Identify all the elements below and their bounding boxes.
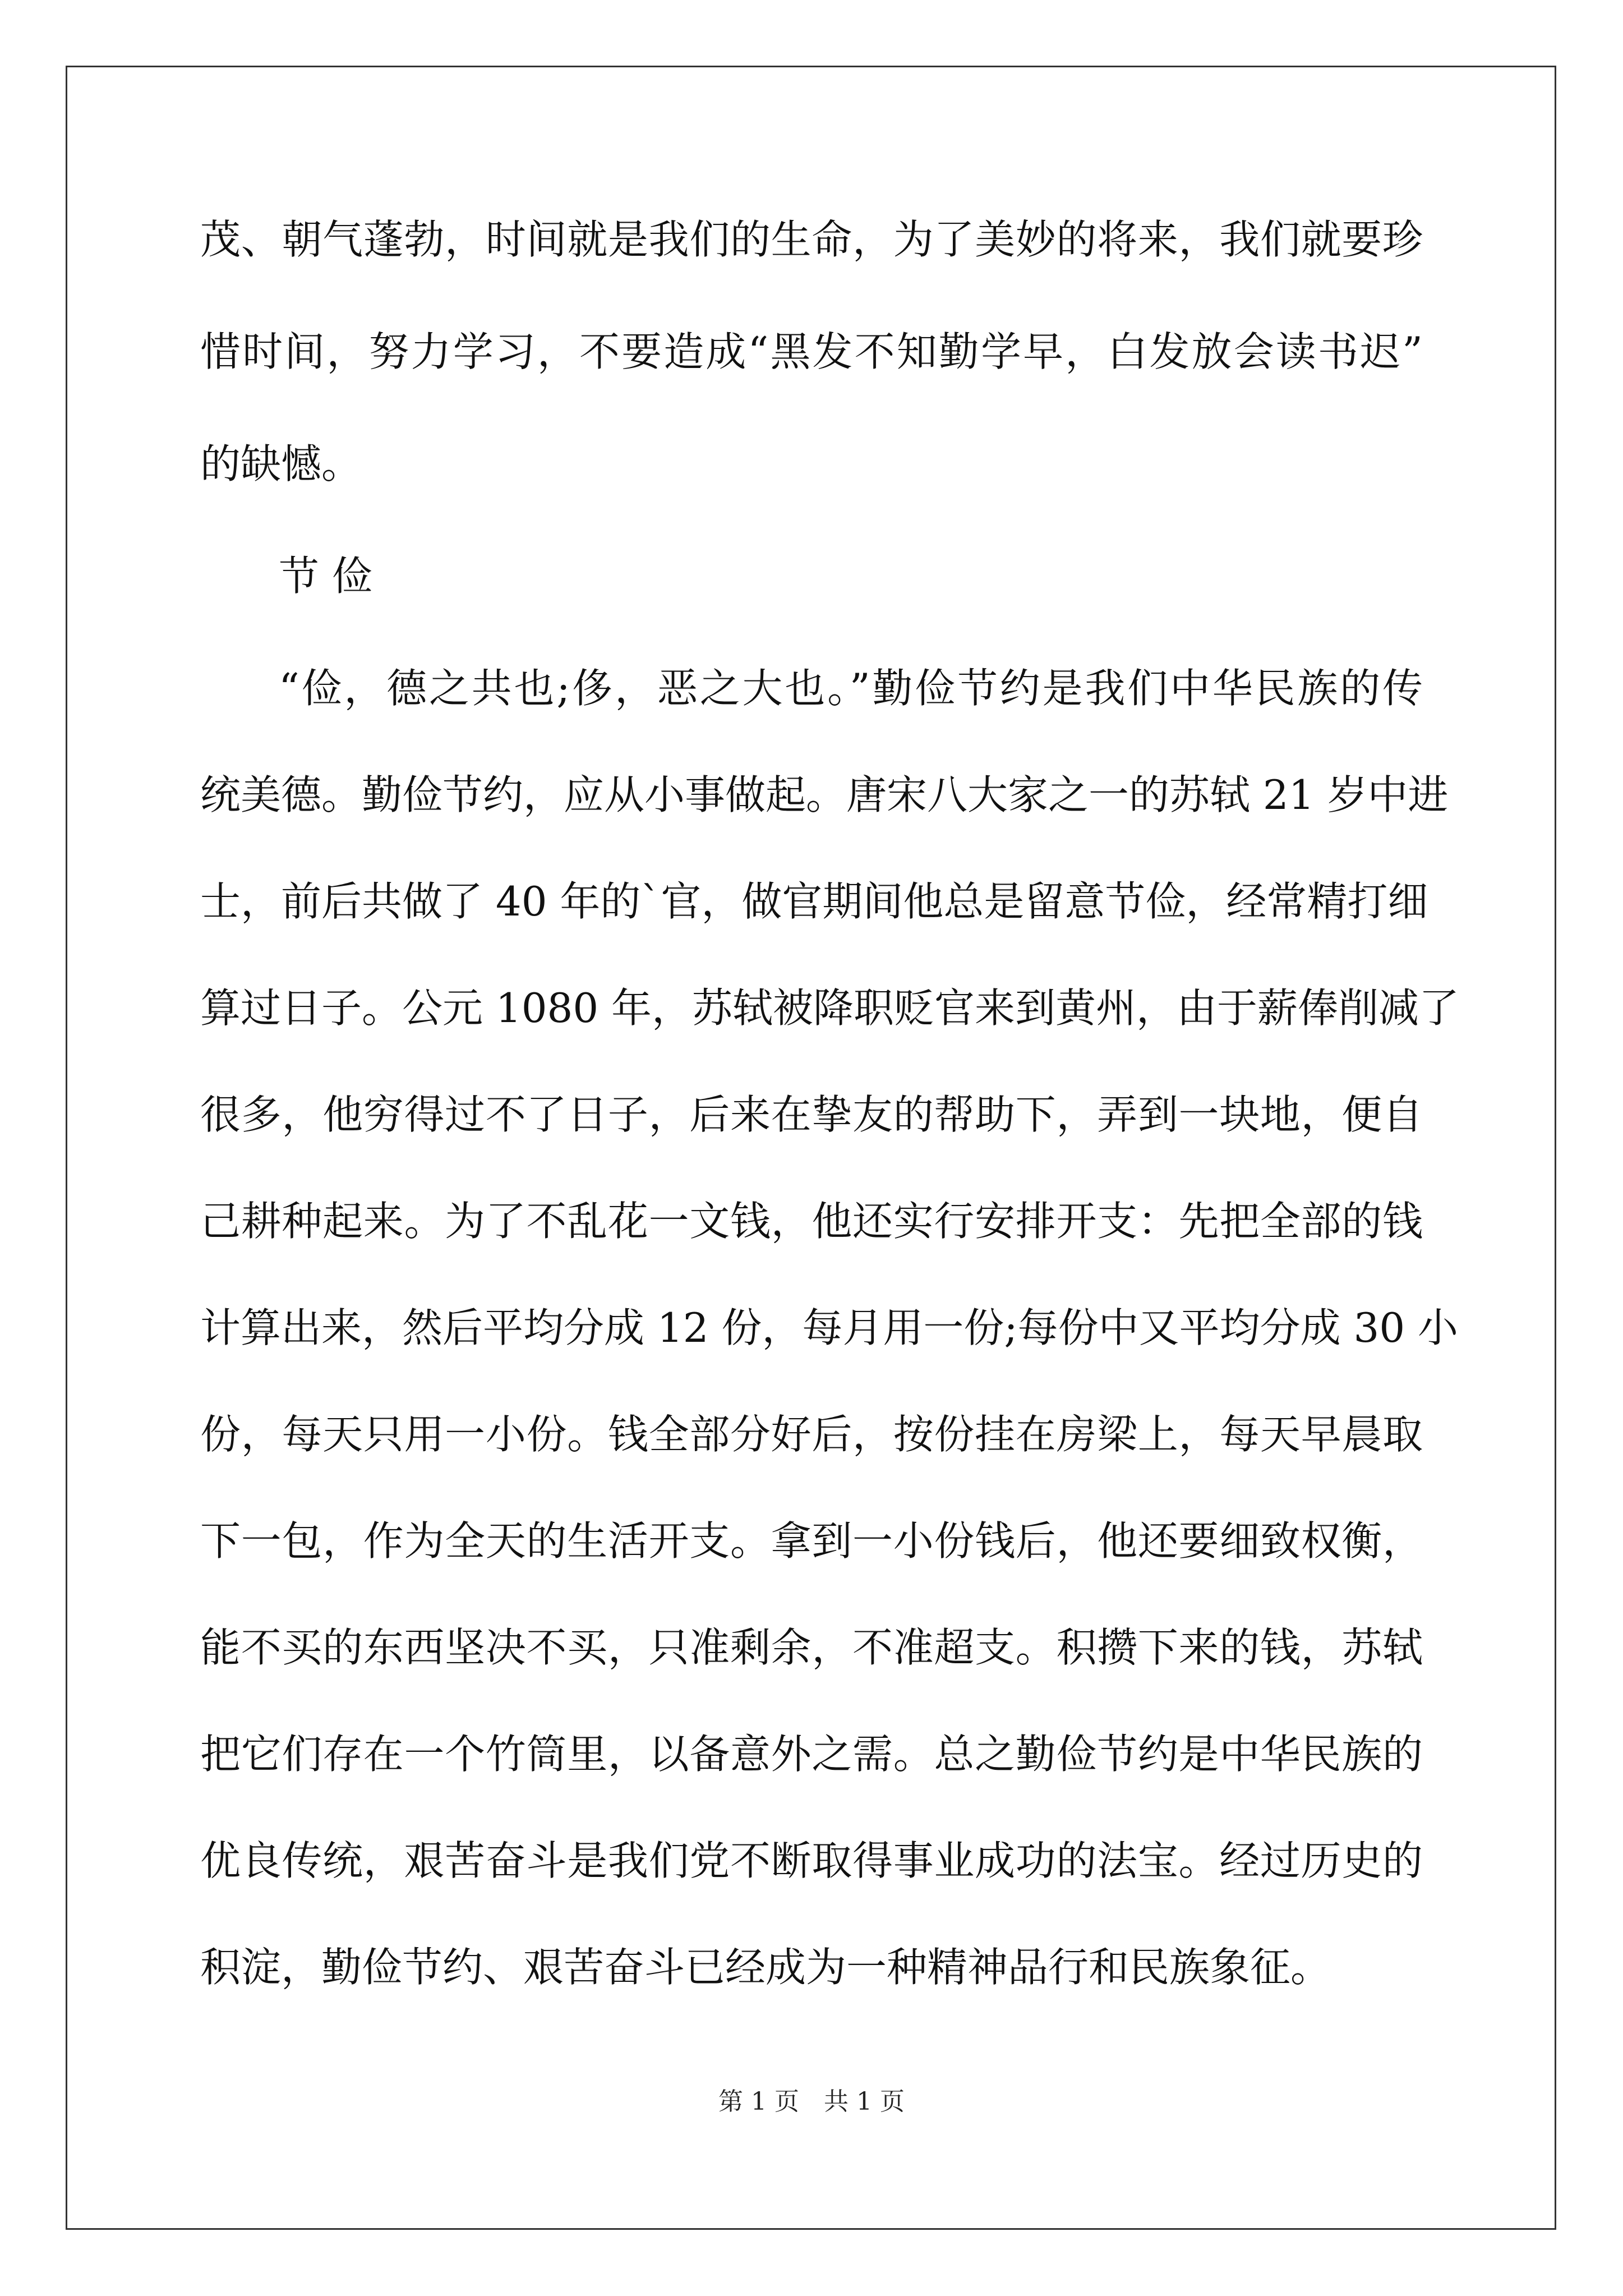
text-line-8: 算过日子。公元 1080 年，苏轼被降职贬官来到黄州，由于薪俸削减了	[200, 984, 1460, 1032]
page-number-footer: 第 1 页 共 1 页	[718, 2087, 905, 2116]
text-line-5: “俭，德之共也;侈，恶之大也。”勤俭节约是我们中华民族的传	[279, 665, 1423, 712]
text-line-3: 的缺憾。	[200, 440, 362, 487]
text-line-10: 己耕种起来。为了不乱花一文钱，他还实行安排开支：先把全部的钱	[200, 1198, 1423, 1245]
text-line-1: 茂、朝气蓬勃，时间就是我们的生命，为了美妙的将来，我们就要珍	[200, 216, 1423, 263]
text-line-11: 计算出来，然后平均分成 12 份，每月用一份;每份中又平均分成 30 小	[200, 1304, 1459, 1351]
text-line-13: 下一包，作为全天的生活开支。拿到一小份钱后，他还要细致权衡，	[200, 1517, 1423, 1565]
text-line-15: 把它们存在一个竹筒里，以备意外之需。总之勤俭节约是中华民族的	[200, 1731, 1423, 1778]
text-line-12: 份，每天只用一小份。钱全部分好后，按份挂在房梁上，每天早晨取	[200, 1411, 1423, 1458]
text-line-17: 积淀，勤俭节约、艰苦奋斗已经成为一种精神品行和民族象征。	[200, 1944, 1331, 1991]
text-line-16: 优良传统，艰苦奋斗是我们党不断取得事业成功的法宝。经过历史的	[200, 1837, 1423, 1884]
text-line-7: 士，前后共做了 40 年的`官，做官期间他总是留意节俭，经常精打细	[200, 878, 1428, 925]
text-line-9: 很多，他穷得过不了日子，后来在挚友的帮助下，弄到一块地，便自	[200, 1091, 1423, 1138]
text-line-6: 统美德。勤俭节约，应从小事做起。唐宋八大家之一的苏轼 21 岁中进	[200, 771, 1449, 818]
section-heading: 节 俭	[279, 553, 372, 600]
text-line-2: 惜时间，努力学习，不要造成“黑发不知勤学早，白发放会读书迟”	[200, 328, 1423, 375]
page-border	[66, 66, 1556, 2230]
text-line-14: 能不买的东西坚决不买，只准剩余，不准超支。积攒下来的钱，苏轼	[200, 1624, 1423, 1671]
